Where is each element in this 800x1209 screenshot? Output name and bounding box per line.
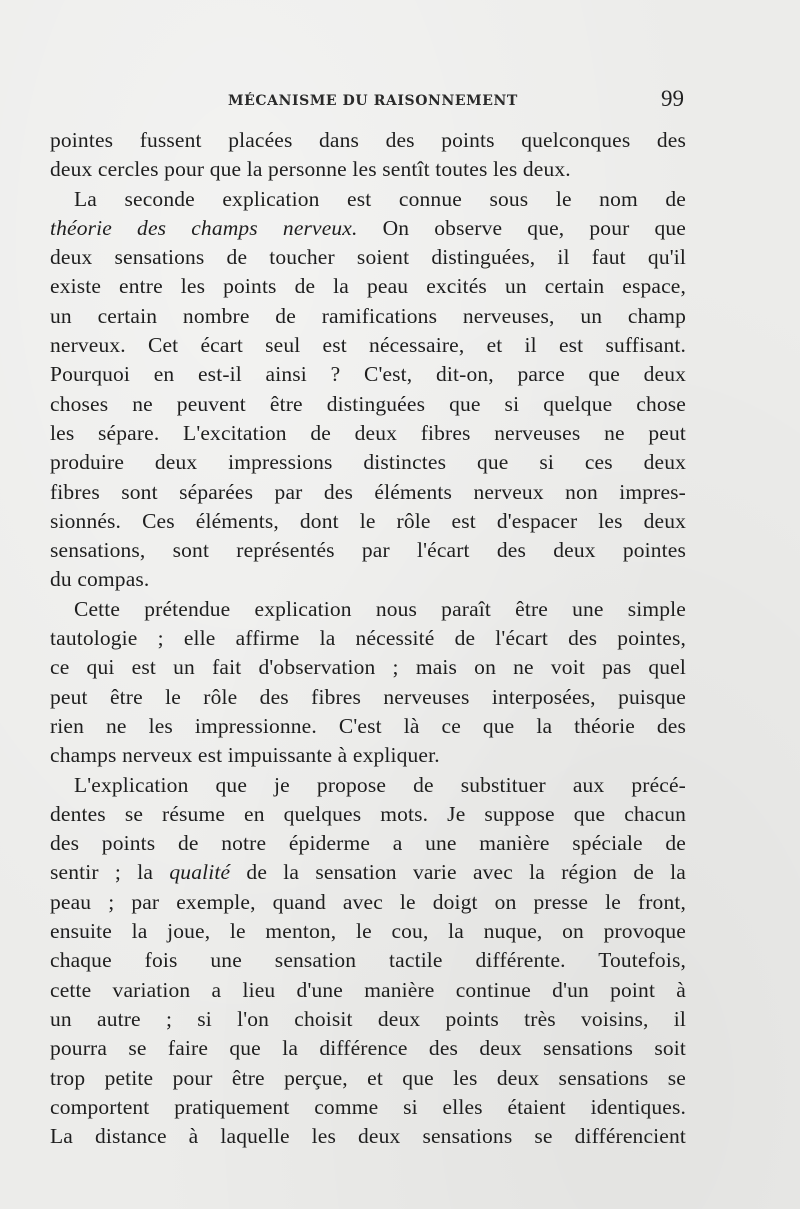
text-segment: Pourquoi en est-il ainsi ? C'est, dit-on, parce que deux [50,362,686,387]
text-segment: cette variation a lieu d'une manière continue d'un point à [50,977,686,1002]
text-line [50,243,686,272]
text-segment: produire deux impressions distinctes que si ces deux [50,450,686,475]
text-segment: pointes fussent placées dans des points quelconques des [50,128,686,152]
text-line [50,478,686,507]
text-segment: choses ne peuvent être distinguées que si quelque chose [50,391,686,416]
text-segment: un certain nombre de ramifications nerveuses, un champ [50,303,686,328]
text-line [50,712,686,741]
text-segment: de la sensation varie avec la région de la [230,860,686,885]
text-segment: un autre ; si l'on choisit deux points très voisins, il [50,1006,686,1031]
text-segment: Cette prétendue explication nous paraît être une simple [74,596,686,621]
text-segment: L'explication que je propose de substituer aux précé- [74,772,686,797]
text-segment: deux sensations de toucher soient distinguées, il faut qu'il [50,245,686,270]
text-segment: existe entre les points de la peau excités un certain espace, [50,274,686,299]
text-segment: sensations, sont représentés par l'écart des deux pointes [50,538,686,563]
text-line [50,448,686,477]
text-line [50,858,686,887]
text-line [50,771,686,800]
text-line [50,800,686,829]
text-line [50,507,686,536]
text-line [50,829,686,858]
italic-text: qualité [169,860,231,885]
text-line [50,976,686,1005]
text-line [50,683,686,712]
text-segment: peut être le rôle des fibres nerveuses interposées, puisque [50,684,686,709]
italic-text: théorie des champs nerveux. [50,215,358,240]
text-segment: rien ne les impressionne. C'est là ce que la théorie des [50,713,686,738]
page-number: 99 [661,86,684,111]
text-line [50,1034,686,1063]
text-segment: chaque fois une sensation tactile différente. Toutefois, [50,948,686,973]
text-line [50,888,686,917]
text-segment: du compas. [50,567,150,592]
text-line [50,595,686,624]
text-line [50,1122,686,1151]
running-title: MÉCANISME DU RAISONNEMENT [228,93,518,109]
text-line [50,419,686,448]
text-segment: On observe que, pour que [357,215,686,240]
text-segment: pourra se faire que la différence des deux sensations soit [50,1036,686,1061]
text-line [50,1005,686,1034]
text-segment: ce qui est un fait d'observation ; mais on ne voit pas quel [50,655,686,680]
text-line [50,360,686,389]
text-line [50,741,686,770]
text-line [50,653,686,682]
text-segment: sionnés. Ces éléments, dont le rôle est d'espacer les deux [50,508,686,533]
text-segment: les sépare. L'excitation de deux fibres nerveuses ne peut [50,420,686,445]
text-line [50,126,686,155]
text-line [50,1093,686,1122]
text-segment: trop petite pour être perçue, et que les deux sensations se [50,1065,686,1090]
text-segment: peau ; par exemple, quand avec le doigt on presse le front, [50,889,686,914]
text-line [50,565,686,594]
text-segment: ensuite la joue, le menton, le cou, la nuque, on provoque [50,919,686,944]
text-segment: comportent pratiquement comme si elles étaient identiques. [50,1094,686,1119]
text-line [50,917,686,946]
text-line [50,946,686,975]
text-segment: des points de notre épiderme a une manière spéciale de [50,831,686,856]
text-segment: tautologie ; elle affirme la nécessité de l'écart des pointes, [50,626,686,651]
text-segment: La distance à laquelle les deux sensations se différencient [50,1124,686,1149]
text-line [50,185,686,214]
text-line [50,302,686,331]
text-line [50,536,686,565]
text-segment: nerveux. Cet écart seul est nécessaire, et il est suffisant. [50,333,686,358]
text-segment: deux cercles pour que la personne les sentît toutes les deux. [50,157,571,182]
text-segment: sentir ; la [50,860,170,885]
page-header [56,86,686,116]
text-line [50,390,686,419]
text-line [50,214,686,243]
text-line [50,624,686,653]
text-segment: champs nerveux est impuissante à expliquer. [50,743,440,768]
text-line [50,272,686,301]
text-line [50,1064,686,1093]
text-line [50,331,686,360]
text-segment: dentes se résume en quelques mots. Je suppose que chacun [50,801,686,826]
text-segment: La seconde explication est connue sous le nom de [74,186,686,211]
body-text [50,126,686,1151]
text-line [50,155,686,184]
text-segment: fibres sont séparées par des éléments nerveux non impres- [50,479,686,504]
